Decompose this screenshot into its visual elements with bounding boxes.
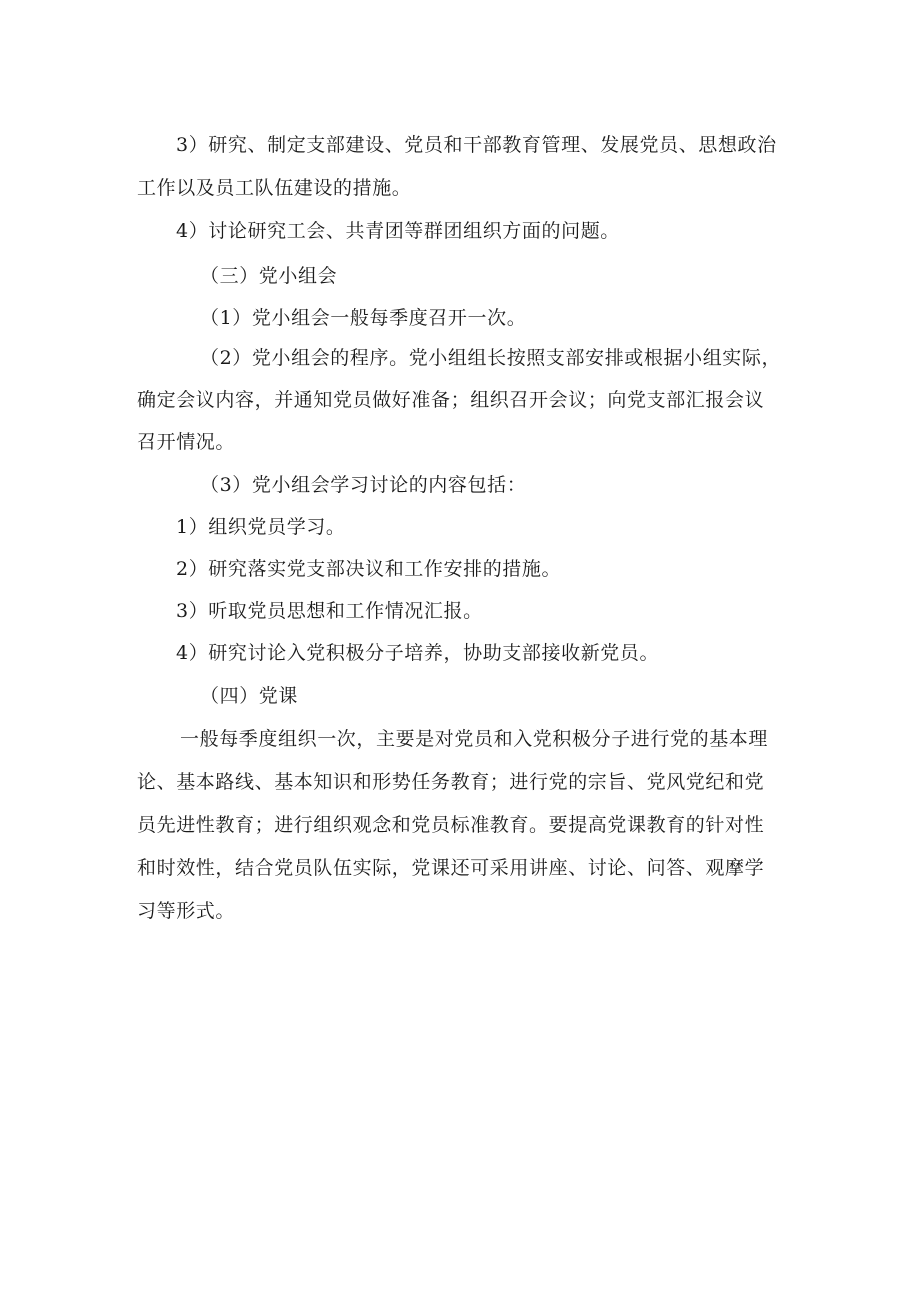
item-3-line-2: 工作以及员工队伍建设的措施。: [137, 177, 412, 199]
section-4-line-3: 员先进性教育；进行组织观念和党员标准教育。要提高党课教育的针对性: [137, 814, 765, 836]
section-4-line-5: 习等形式。: [137, 900, 236, 922]
section-4-heading: （四）党课: [200, 685, 299, 707]
section-3-list-item: 3）听取党员思想和工作情况汇报。: [176, 600, 483, 622]
section-3-paragraph-2-line-3: 召开情况。: [137, 431, 236, 453]
section-3-paragraph-3: （3）党小组会学习讨论的内容包括：: [200, 474, 527, 496]
item-4: 4）讨论研究工会、共青团等群团组织方面的问题。: [176, 220, 620, 242]
section-3-paragraph-1: （1）党小组会一般每季度召开一次。: [200, 307, 527, 329]
section-3-list-item: 2）研究落实党支部决议和工作安排的措施。: [176, 558, 562, 580]
section-4-line-1: 一般每季度组织一次，主要是对党员和入党积极分子进行党的基本理: [180, 728, 769, 750]
section-3-list-item: 4）研究讨论入党积极分子培养，协助支部接收新党员。: [176, 642, 660, 664]
item-3-line-1: 3）研究、制定支部建设、党员和干部教育管理、发展党员、思想政治: [176, 134, 777, 156]
section-3-paragraph-2-line-2: 确定会议内容，并通知党员做好准备；组织召开会议；向党支部汇报会议: [137, 389, 765, 411]
section-3-list-item: 1）组织党员学习。: [176, 516, 346, 538]
section-4-line-4: 和时效性，结合党员队伍实际，党课还可采用讲座、讨论、问答、观摩学: [137, 857, 765, 879]
section-4-line-2: 论、基本路线、基本知识和形势任务教育；进行党的宗旨、党风党纪和党: [137, 771, 765, 793]
section-3-heading: （三）党小组会: [200, 265, 338, 287]
section-3-paragraph-2-line-1: （2）党小组会的程序。党小组组长按照支部安排或根据小组实际，: [200, 347, 782, 369]
